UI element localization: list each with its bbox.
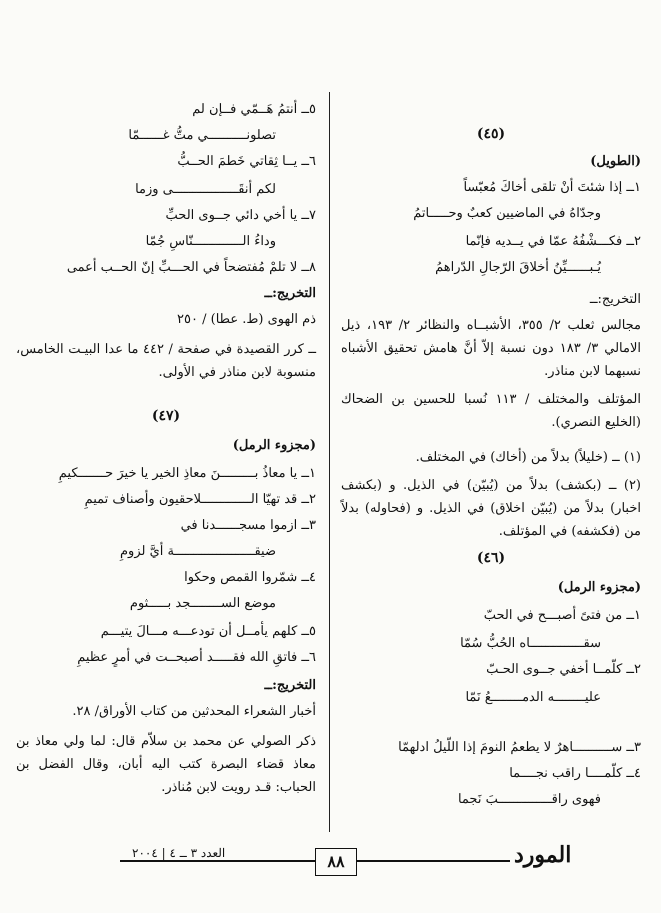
poem-46-cont-line-7: ٧ــ يا أخي دائي جــوى الحبِّ xyxy=(165,208,316,223)
poem-46-number: (٤٦) xyxy=(476,550,506,566)
takhrij-left-1: ذم الهوى (ط. عطا) / ٢٥٠ xyxy=(177,312,316,327)
poem-47-line-1: ١ــ يا معاذُ بـــــــــنَ معاذِ الخير يا خيرَ حـــــــكيمِ xyxy=(58,466,316,481)
takhrij-label-left: التخريج:ــ xyxy=(264,286,316,301)
takhrij2-label: التخريج:ــ xyxy=(264,678,316,693)
takhrij2-paragraph-2: ذكر الصولي عن محمد بن سلاّم قال: لما ولي معاذ بن معاذ قضاء البصرة كتب اليه أبان، وقال الفضل بن الحباب: قـد رويت لابن مُناذر. xyxy=(16,734,316,795)
issue-label: العدد ٣ ــ ٤ | ٢٠٠٤ xyxy=(128,846,229,860)
poem-46-line-7: فهوى راقــــــــــــــبَ نَجما xyxy=(457,792,601,807)
poem-46-line-6: ٤ــ كلّمــــا راقب نجــــما xyxy=(509,766,641,781)
poem-46-cont-line-8: ٨ــ لا تلمْ مُفتضحاً في الحـــبِّ إنّ الحــب أعمى xyxy=(66,260,316,275)
poem-47-meter: (مجزوء الرمل) xyxy=(232,438,316,453)
poem-47-line-4b: موضع الســــــــجد بـــــثوم xyxy=(129,596,276,611)
poem-47-line-4: ٤ــ شمّروا القمص وحكوا xyxy=(184,570,316,585)
poem-46-cont-line-5b: تصلونــــــــــي متُّ غــــــمّا xyxy=(128,128,276,143)
poem-46-line-5: ٣ــ ســــــــــاهرٌ لا يطعمُ النومَ إذا اللّيلُ ادلهمّا xyxy=(398,740,641,755)
journal-logo: المورد xyxy=(510,842,575,868)
poem-45-line-3: ٢ــ فكـــشْفُهُ عمّا في يــديه فإنّما xyxy=(465,234,641,249)
poem-46-line-4: عليــــــــه الدمــــــــعُ نَمّا xyxy=(465,690,601,705)
takhrij-paragraph-2: المؤتلف والمختلف / ١١٣ نُسبا للحسين بن الضحاك (الخليع النصري). xyxy=(341,392,641,430)
poem-45-line-1: ١ــ إذا شئتَ أنْ تلقى أخاكَ مُعبّساً xyxy=(463,180,641,195)
poem-47-line-6: ٦ــ فاتقِ الله فقـــــد أصبحــت في أمرٍ عظيمِ xyxy=(77,650,316,665)
page-footer xyxy=(0,842,661,886)
takhrij-paragraph-1: مجالس ثعلب ٢/ ٣٥٥، الأشبــاه والنظائر ٢/ ١٩٣، ذيل الامالي ٣/ ١٨٣ دون نسبة إلاّ أنَّ هامش تحقيق الأشباه نسبهما لابن مناذر. xyxy=(341,318,642,379)
poem-47-line-3b: ضيقـــــــــــــــــــــة أيَّ لزومِ xyxy=(120,544,276,559)
poem-47-line-5: ٥ــ كلهم يأمــل أن تودعـــه مـــالَ يتيـــم xyxy=(100,624,316,639)
poem-45-number: (٤٥) xyxy=(476,126,506,142)
page-number: ٨٨ xyxy=(315,848,357,876)
poem-46-line-2: سقــــــــــــــاه الحُبُّ سُمّا xyxy=(460,636,601,651)
poem-46-line-3: ٢ــ كلّمــا أخفي جــوى الحـبّ xyxy=(486,662,641,677)
poem-45-line-4: يُـبــــــيِّنُ أخلاقَ الرّجالِ الدّراهمُ xyxy=(435,260,601,275)
takhrij-left-2: ــ كرر القصيدة في صفحة / ٤٤٢ ما عدا البيـت الخامس، منسوبة لابن مناذر في الأولى. xyxy=(16,342,317,380)
column-divider xyxy=(329,92,330,832)
poem-45-line-2: وجدّاهُ في الماضيين كعبٌ وحـــــاتمُ xyxy=(413,206,601,221)
poem-46-line-1: ١ــ من فتىً أصبـــح في الحبّ xyxy=(483,608,641,623)
poem-46-cont-line-6: ٦ــ يــا ثِقاتي خَطمَ الحــبُّ xyxy=(177,154,316,169)
takhrij-note-1: (١) ــ (خليلاً) بدلاً من (أخاك) في المختلف. xyxy=(415,450,641,465)
poem-46-cont-line-6b: لكم أنقَـــــــــــــــــى وزما xyxy=(135,182,276,197)
poem-47-number: (٤٧) xyxy=(151,408,181,424)
poem-46-cont-line-7b: وداءُ الـــــــــــــنّاسِ جُمّا xyxy=(145,234,276,249)
takhrij-label: التخريج:ــ xyxy=(589,292,641,307)
poem-46-cont-line-5: ٥ــ أنتمُ هَــمّي فــإن لم xyxy=(192,102,316,117)
poem-45-meter: (الطويل) xyxy=(590,154,641,169)
poem-47-line-2: ٢ــ قد تهيّا الـــــــــــــلاحقيون وأصناف تميمِ xyxy=(84,492,316,507)
poem-46-meter: (مجزوء الرمل) xyxy=(557,580,641,595)
takhrij-note-2: (٢) ــ (بكشف) بدلاً من (يُبيّن) في الذيل. و (بكشف اخبار) بدلاً من (يُبيّن اخلاق) في الذيل. و (فحاوله) بدلاً من (فكشفه) في المؤتلف. xyxy=(341,478,641,539)
poem-47-line-3: ٣ــ ازموا مسجــــــدنا في xyxy=(180,518,316,533)
takhrij2-paragraph-1: أخبار الشعراء المحدثين من كتاب الأوراق/ ٢٨. xyxy=(72,704,316,719)
